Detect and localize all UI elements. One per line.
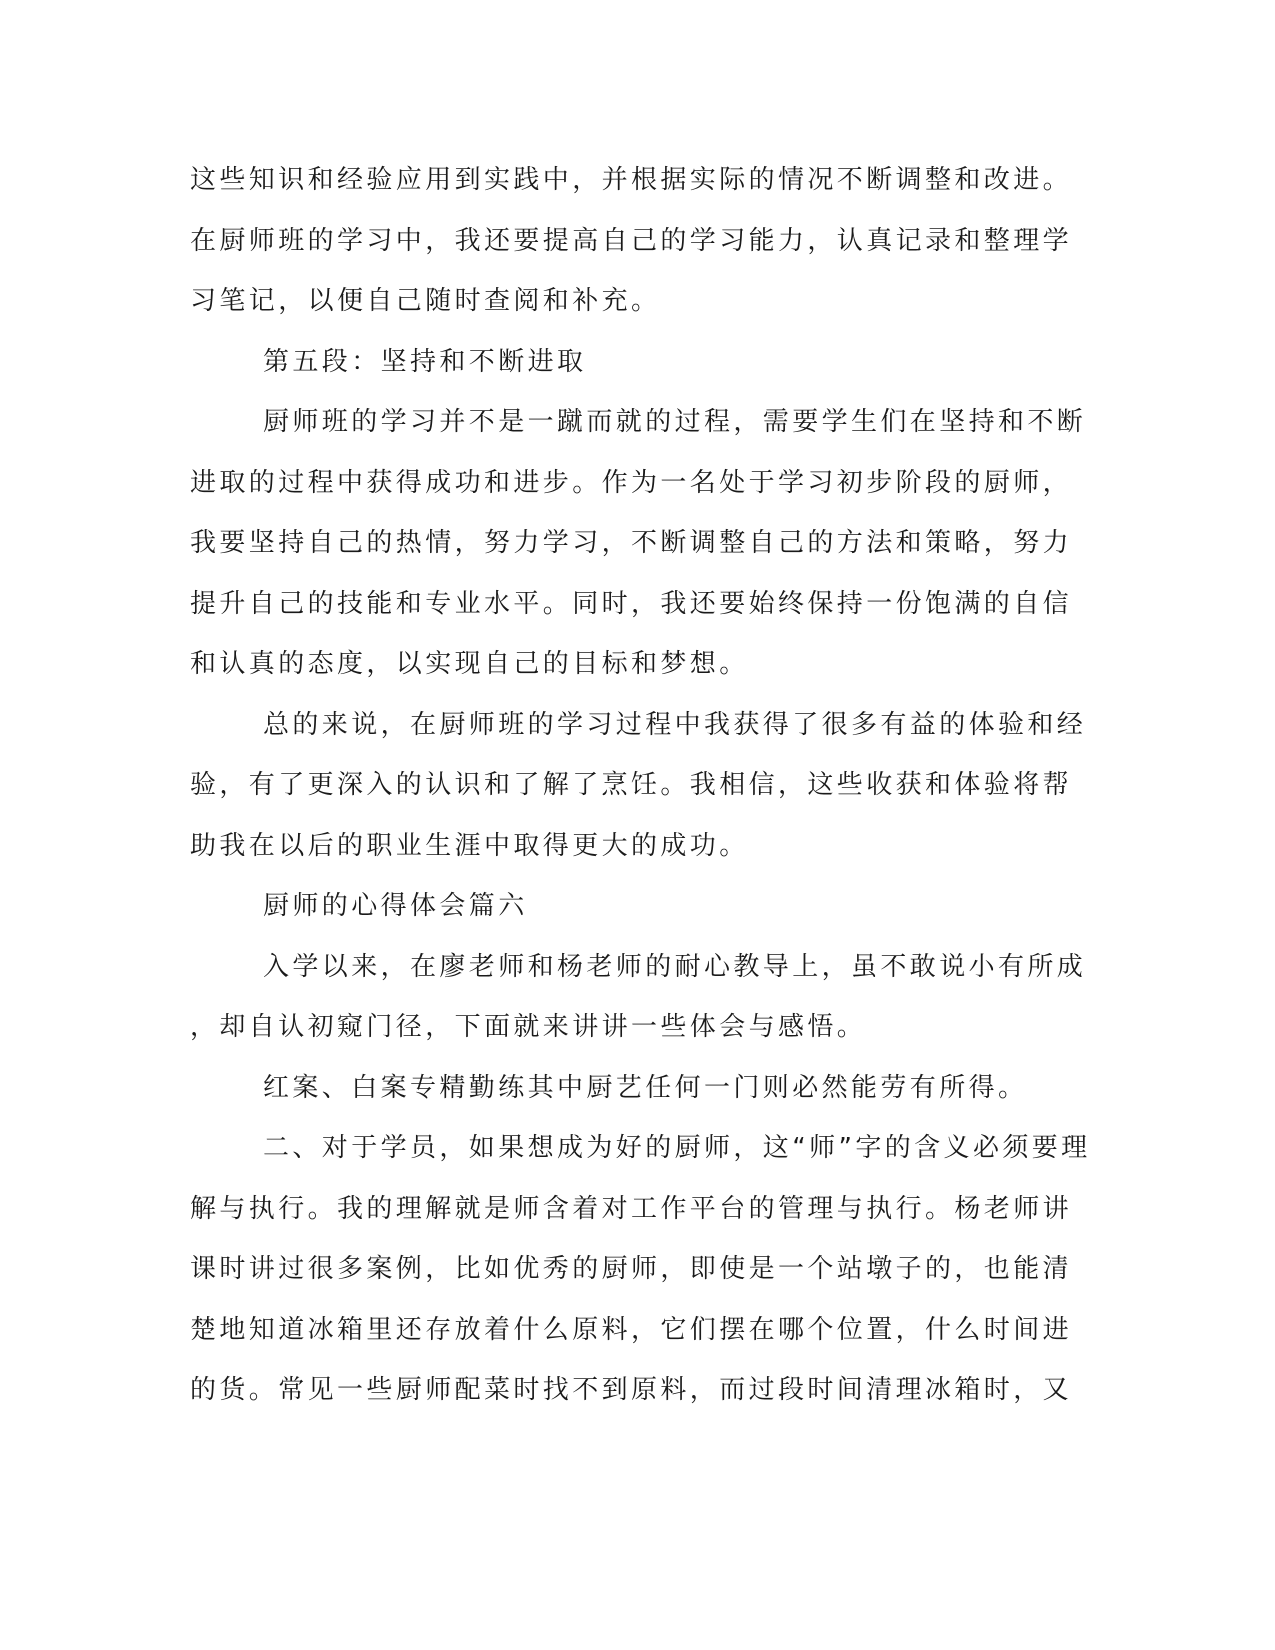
text-line: 入学以来，在廖老师和杨老师的耐心教导上，虽不敢说小有所成 — [263, 952, 1087, 982]
text-line: 助我在以后的职业生涯中取得更大的成功。 — [190, 831, 749, 861]
text-line: 提升自己的技能和专业水平。同时，我还要始终保持一份饱满的自信 — [190, 589, 1073, 619]
text-line: 二、对于学员，如果想成为好的厨师，这“师”字的含义必须要理 — [263, 1133, 1091, 1163]
text-line: 课时讲过很多案例，比如优秀的厨师，即使是一个站墩子的，也能清 — [190, 1254, 1073, 1284]
text-line: 和认真的态度，以实现自己的目标和梦想。 — [190, 649, 749, 679]
section-heading: 第五段：坚持和不断进取 — [263, 347, 587, 377]
text-line: 习笔记，以便自己随时查阅和补充。 — [190, 286, 661, 316]
text-line: 总的来说，在厨师班的学习过程中我获得了很多有益的体验和经 — [263, 710, 1087, 740]
text-line: ，却自认初窥门径，下面就来讲讲一些体会与感悟。 — [190, 1012, 867, 1042]
text-line: 进取的过程中获得成功和进步。作为一名处于学习初步阶段的厨师， — [190, 468, 1073, 498]
text-line: 厨师班的学习并不是一蹴而就的过程，需要学生们在坚持和不断 — [263, 407, 1087, 437]
text-line: 这些知识和经验应用到实践中，并根据实际的情况不断调整和改进。 — [190, 165, 1073, 195]
text-line: 红案、白案专精勤练其中厨艺任何一门则必然能劳有所得。 — [263, 1073, 1028, 1103]
section-heading: 厨师的心得体会篇六 — [263, 891, 528, 921]
text-line: 我要坚持自己的热情，努力学习，不断调整自己的方法和策略，努力 — [190, 528, 1073, 558]
text-line: 的货。常见一些厨师配菜时找不到原料，而过段时间清理冰箱时，又 — [190, 1375, 1073, 1405]
text-line: 验，有了更深入的认识和了解了烹饪。我相信，这些收获和体验将帮 — [190, 770, 1073, 800]
text-line: 解与执行。我的理解就是师含着对工作平台的管理与执行。杨老师讲 — [190, 1194, 1073, 1224]
text-line: 在厨师班的学习中，我还要提高自己的学习能力，认真记录和整理学 — [190, 226, 1073, 256]
text-line: 楚地知道冰箱里还存放着什么原料，它们摆在哪个位置，什么时间进 — [190, 1315, 1073, 1345]
